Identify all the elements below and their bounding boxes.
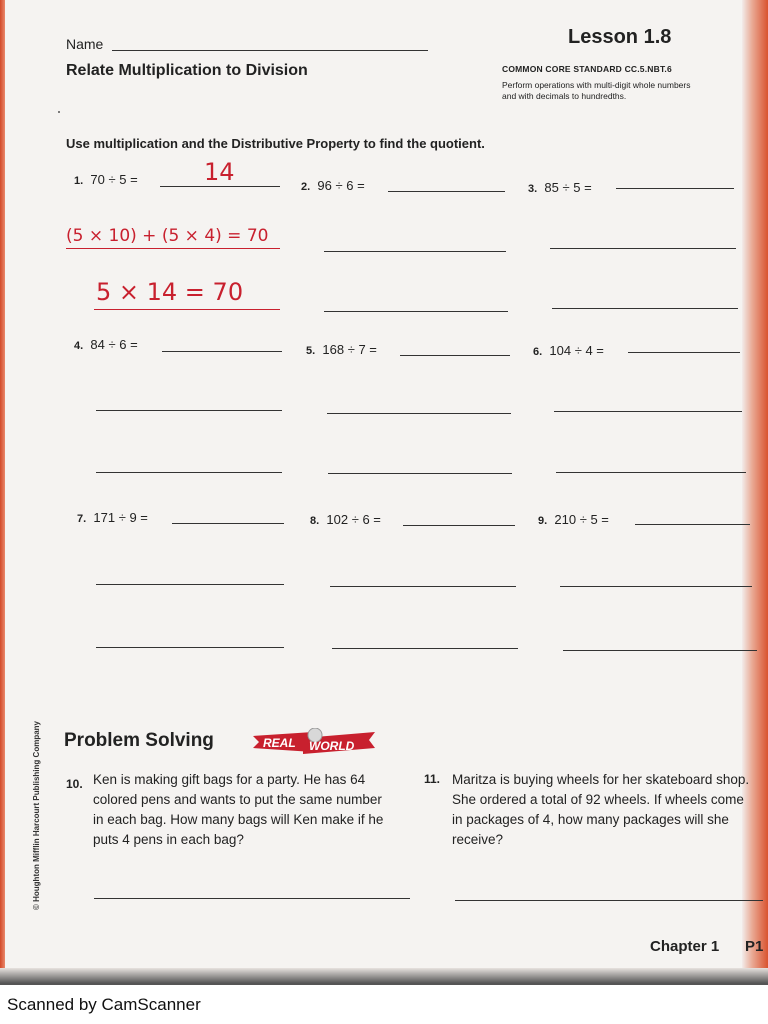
work-line[interactable] [66, 248, 280, 249]
problem-6 [533, 343, 604, 358]
answer-line-3[interactable] [616, 188, 734, 189]
word-problem-11-text: Maritza is buying wheels for her skateboard shop. She ordered a total of 92 wheels. If wheels come in packages of 4, how many packages will she receive? [452, 772, 750, 847]
chapter-label: Chapter 1 [650, 938, 720, 955]
problem-number: 7. [77, 513, 87, 525]
problem-number: 4. [74, 340, 84, 352]
word-problem-10-number: 10. [66, 777, 83, 791]
work-line[interactable] [552, 308, 738, 309]
page-number: P1 [745, 938, 764, 955]
problem-expression: 70 ÷ 5 = [90, 172, 138, 187]
answer-line-1[interactable] [160, 186, 280, 187]
problem-expression: 104 ÷ 4 = [549, 343, 604, 358]
page-title: Relate Multiplication to Division [66, 62, 308, 79]
handwritten-answer: 14 [204, 158, 235, 186]
speck [58, 111, 60, 113]
answer-line-8[interactable] [403, 525, 515, 526]
problem-solving-heading: Problem Solving [64, 730, 214, 751]
copyright-notice: © Houghton Mifflin Harcourt Publishing Company [32, 721, 41, 910]
banner-real-text: REAL [263, 736, 296, 750]
problem-number: 6. [533, 346, 543, 358]
work-line[interactable] [96, 410, 282, 411]
answer-line-6[interactable] [628, 352, 740, 353]
word-problem-11-number: 11. [424, 772, 441, 786]
work-line[interactable] [554, 411, 742, 412]
work-line[interactable] [324, 251, 506, 252]
problem-number: 2. [301, 181, 311, 193]
problem-number: 9. [538, 515, 548, 527]
problem-3 [528, 180, 592, 195]
work-line[interactable] [328, 473, 512, 474]
name-label: Name [66, 36, 104, 52]
problem-7 [77, 510, 148, 525]
work-line[interactable] [556, 472, 746, 473]
answer-line-9[interactable] [635, 524, 750, 525]
lesson-number: Lesson 1.8 [568, 26, 672, 48]
work-line[interactable] [560, 586, 752, 587]
problem-expression: 210 ÷ 5 = [554, 512, 609, 527]
answer-line-2[interactable] [388, 191, 505, 192]
work-line[interactable] [96, 647, 284, 648]
work-line[interactable] [332, 648, 518, 649]
page-left-edge [0, 0, 5, 985]
problem-number: 1. [74, 175, 84, 187]
answer-line-5[interactable] [400, 355, 510, 356]
problem-expression: 171 ÷ 9 = [93, 510, 148, 525]
scanner-watermark: Scanned by CamScanner [7, 995, 201, 1014]
problem-8 [310, 512, 381, 527]
work-line[interactable] [96, 584, 284, 585]
problem-expression: 84 ÷ 6 = [90, 337, 138, 352]
handwritten-step-2: 5 × 14 = 70 [96, 278, 244, 306]
problem-2 [301, 178, 365, 193]
word-problem-10-text: Ken is making gift bags for a party. He has 64 colored pens and wants to put the same number in each bag. How many bags will Ken make if he puts 4 pens in each bag? [93, 772, 384, 847]
work-line[interactable] [550, 248, 736, 249]
problem-5 [306, 342, 377, 357]
handwritten-step-1: (5 × 10) + (5 × 4) = 70 [66, 226, 269, 246]
work-line[interactable] [96, 472, 282, 473]
standard-code: COMMON CORE STANDARD CC.5.NBT.6 [502, 64, 672, 74]
name-field-line[interactable] [112, 50, 428, 51]
work-line[interactable] [563, 650, 757, 651]
answer-line-7[interactable] [172, 523, 284, 524]
problem-number: 3. [528, 183, 538, 195]
problem-expression: 168 ÷ 7 = [322, 342, 377, 357]
standard-description: Perform operations with multi-digit whole numbers and with decimals to hundredths. [502, 80, 691, 101]
instructions: Use multiplication and the Distributive Property to find the quotient. [66, 136, 485, 151]
answer-line-4[interactable] [162, 351, 282, 352]
work-line[interactable] [327, 413, 511, 414]
problem-expression: 85 ÷ 5 = [544, 180, 592, 195]
problem-number: 8. [310, 515, 320, 527]
banner-world-text: WORLD [309, 739, 355, 753]
answer-line-10[interactable] [94, 898, 410, 899]
page-bottom-shadow [0, 968, 768, 985]
work-line[interactable] [330, 586, 516, 587]
work-line[interactable] [94, 309, 280, 310]
problem-1 [74, 172, 138, 187]
answer-line-11[interactable] [455, 900, 763, 901]
work-line[interactable] [324, 311, 508, 312]
problem-expression: 96 ÷ 6 = [317, 178, 365, 193]
real-world-banner [253, 728, 375, 758]
problem-number: 5. [306, 345, 316, 357]
problem-9 [538, 512, 609, 527]
problem-4 [74, 337, 138, 352]
problem-expression: 102 ÷ 6 = [326, 512, 381, 527]
